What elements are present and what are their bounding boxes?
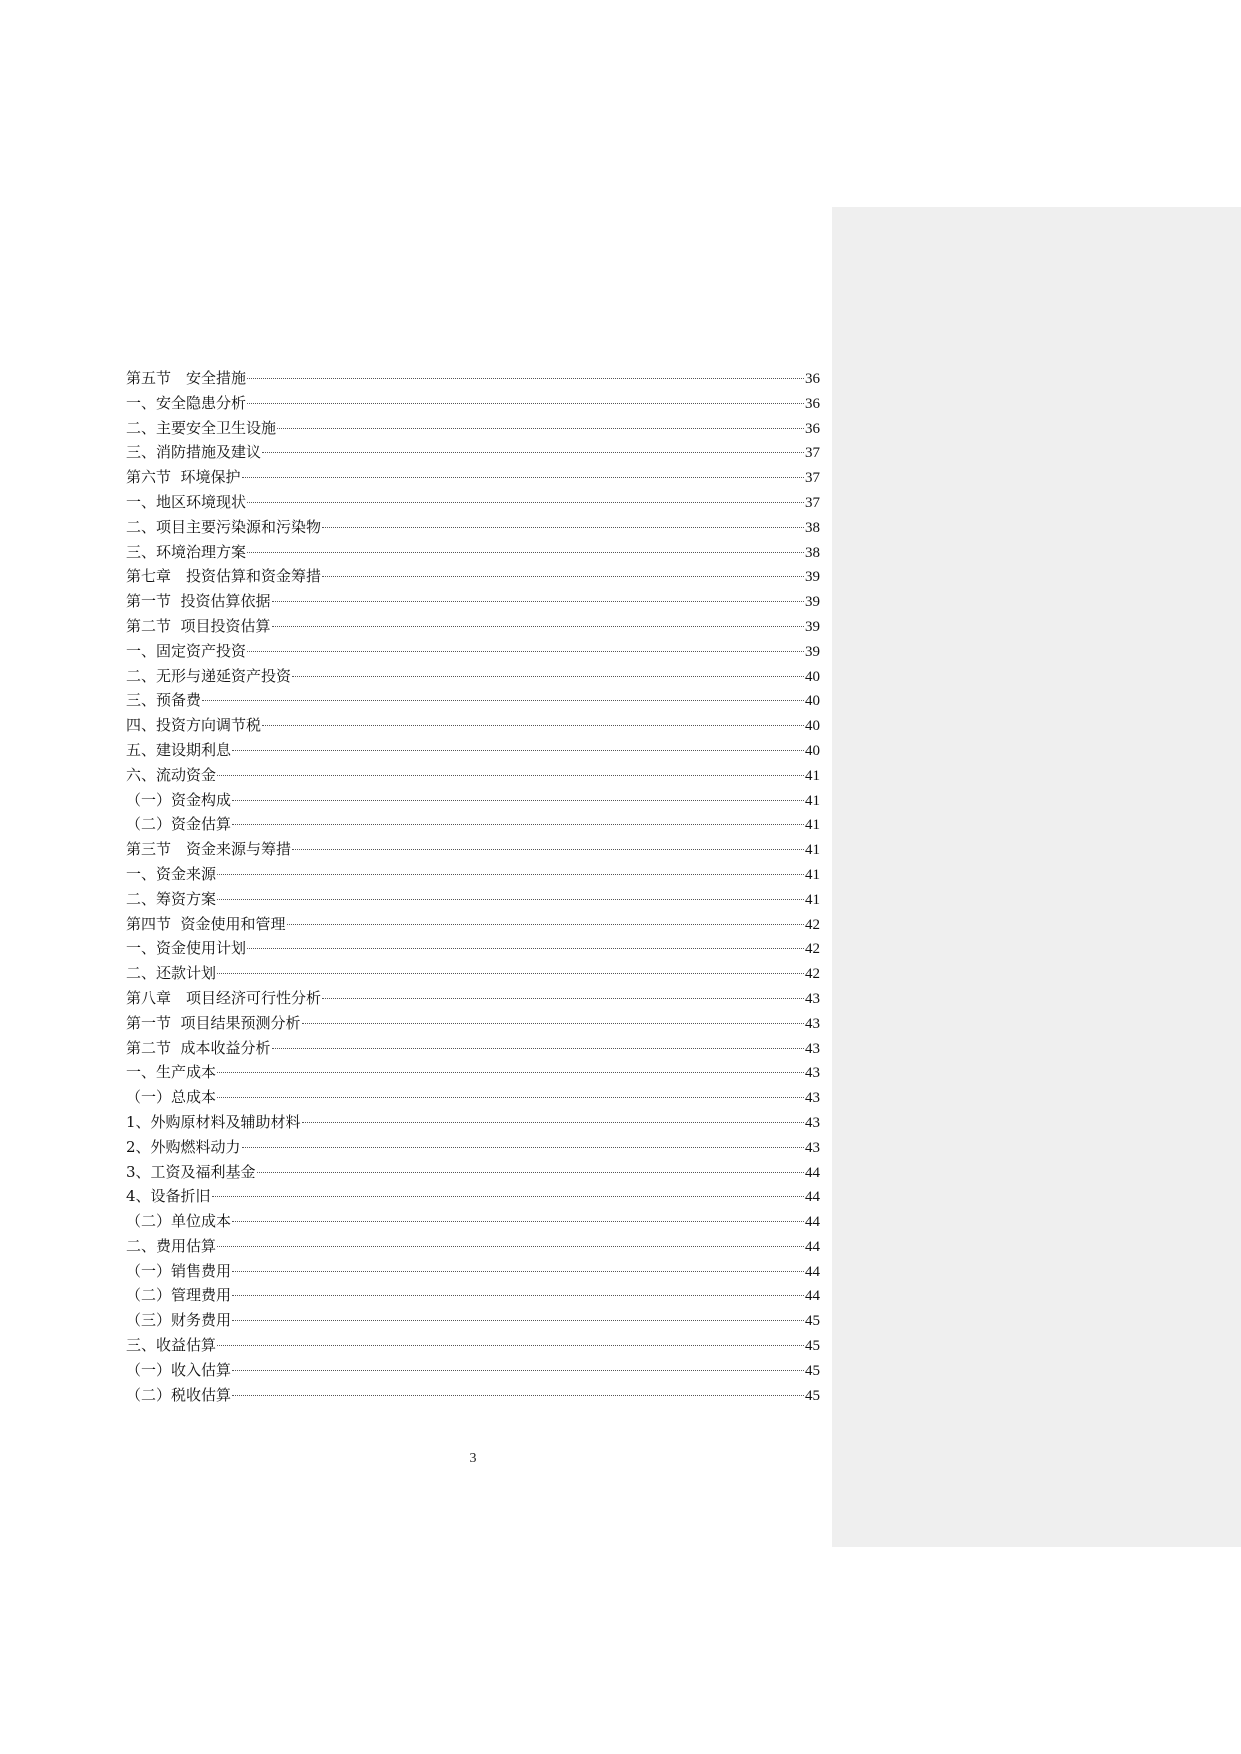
- toc-entry[interactable]: [126, 664, 820, 689]
- dot-leader: [277, 428, 804, 429]
- dot-leader: [217, 1072, 804, 1073]
- toc-entry-label: 一、资金来源: [126, 864, 217, 883]
- toc-entry-page-number: 44: [805, 1263, 820, 1280]
- toc-entry[interactable]: [126, 1060, 820, 1085]
- toc-entry-label: 五、建设期利息: [126, 740, 232, 759]
- toc-entry[interactable]: [126, 1283, 820, 1308]
- dot-leader: [212, 1196, 804, 1197]
- toc-entry[interactable]: [126, 1209, 820, 1234]
- toc-entry-page-number: 40: [805, 742, 820, 759]
- toc-entry-label: 三、环境治理方案: [126, 542, 247, 561]
- dot-leader: [232, 1320, 804, 1321]
- toc-entry-label: （一）总成本: [126, 1088, 217, 1107]
- toc-entry[interactable]: [126, 440, 820, 465]
- page-number: 3: [469, 1451, 477, 1466]
- toc-entry-page-number: 43: [805, 1040, 820, 1057]
- toc-entry[interactable]: [126, 1184, 820, 1209]
- dot-leader: [232, 1395, 804, 1396]
- dot-leader: [232, 1221, 804, 1222]
- toc-entry[interactable]: [126, 1333, 820, 1358]
- toc-entry-label: 第五节 安全措施: [126, 369, 247, 387]
- dot-leader: [322, 998, 804, 999]
- dot-leader: [247, 948, 804, 949]
- toc-entry-page-number: 44: [805, 1238, 820, 1255]
- toc-entry-label: （一）销售费用: [126, 1261, 232, 1280]
- toc-entry[interactable]: [126, 713, 820, 738]
- toc-entry-page-number: 37: [805, 494, 820, 511]
- toc-entry[interactable]: [126, 366, 820, 391]
- comment-margin-pane: [832, 207, 1241, 1547]
- toc-entry-label: （二）资金估算: [126, 815, 232, 834]
- toc-entry[interactable]: [126, 862, 820, 887]
- dot-leader: [262, 452, 804, 453]
- toc-entry[interactable]: [126, 564, 820, 589]
- toc-entry-label: 一、安全隐患分析: [126, 393, 247, 412]
- dot-leader: [217, 1246, 804, 1247]
- toc-entry[interactable]: [126, 887, 820, 912]
- toc-entry-page-number: 44: [805, 1164, 820, 1181]
- dot-leader: [247, 651, 804, 652]
- toc-entry-label: 第三节 资金来源与筹措: [126, 840, 292, 859]
- toc-entry-page-number: 41: [805, 866, 820, 883]
- toc-entry-label: 三、预备费: [126, 691, 202, 710]
- toc-entry[interactable]: [126, 1383, 820, 1408]
- toc-entry-page-number: 41: [805, 891, 820, 908]
- toc-entry-page-number: 44: [805, 1189, 820, 1206]
- dot-leader: [292, 849, 804, 850]
- dot-leader: [217, 775, 804, 776]
- toc-entry-page-number: 41: [805, 792, 820, 809]
- dot-leader: [217, 1345, 804, 1346]
- toc-entry[interactable]: [126, 1358, 820, 1383]
- toc-entry-page-number: 43: [805, 1139, 820, 1156]
- dot-leader: [242, 1147, 804, 1148]
- toc-entry-label: 第四节 资金使用和管理: [126, 914, 286, 933]
- toc-entry-label: 第二节 项目投资估算: [126, 616, 271, 635]
- dot-leader: [247, 378, 804, 379]
- toc-entry-page-number: 43: [805, 1065, 820, 1082]
- toc-entry[interactable]: [126, 961, 820, 986]
- toc-entry-label: 一、资金使用计划: [126, 939, 247, 958]
- dot-leader: [232, 750, 804, 751]
- toc-entry[interactable]: [126, 812, 820, 837]
- toc-entry[interactable]: [126, 589, 820, 614]
- toc-entry-page-number: 42: [805, 966, 820, 983]
- toc-entry[interactable]: [126, 763, 820, 788]
- dot-leader: [292, 676, 804, 677]
- toc-entry[interactable]: [126, 688, 820, 713]
- toc-entry-label: 第一节 投资估算依据: [126, 592, 271, 611]
- toc-entry[interactable]: [126, 1234, 820, 1259]
- toc-entry-label: 三、消防措施及建议: [126, 443, 262, 462]
- toc-entry-label: 第七章 投资估算和资金筹措: [126, 567, 322, 586]
- toc-entry[interactable]: [126, 639, 820, 664]
- dot-leader: [257, 1172, 804, 1173]
- toc-entry-label: 一、地区环境现状: [126, 492, 247, 511]
- toc-entry[interactable]: [126, 465, 820, 490]
- toc-entry-page-number: 40: [805, 693, 820, 710]
- toc-entry-label: 3、工资及福利基金: [126, 1162, 256, 1181]
- toc-entry-page-number: 41: [805, 817, 820, 834]
- toc-entry-page-number: 43: [805, 1015, 820, 1032]
- toc-entry-label: 一、固定资产投资: [126, 641, 247, 660]
- toc-entry-label: 4、设备折旧: [126, 1187, 211, 1206]
- toc-entry-label: 2、外购燃料动力: [126, 1137, 241, 1156]
- toc-entry[interactable]: [126, 515, 820, 540]
- toc-entry-page-number: 45: [805, 1362, 820, 1379]
- toc-entry-page-number: 36: [805, 420, 820, 437]
- toc-entry[interactable]: [126, 540, 820, 565]
- toc-entry-page-number: 44: [805, 1288, 820, 1305]
- dot-leader: [242, 477, 804, 478]
- toc-entry-label: 四、投资方向调节税: [126, 716, 262, 735]
- toc-entry[interactable]: [126, 986, 820, 1011]
- toc-entry[interactable]: [126, 1259, 820, 1284]
- dot-leader: [247, 552, 804, 553]
- toc-entry[interactable]: [126, 416, 820, 441]
- toc-entry[interactable]: [126, 738, 820, 763]
- toc-entry-page-number: 44: [805, 1214, 820, 1231]
- dot-leader: [232, 800, 804, 801]
- toc-entry-label: （二）税收估算: [126, 1385, 232, 1404]
- toc-entry-page-number: 39: [805, 594, 820, 611]
- toc-entry[interactable]: [126, 1160, 820, 1185]
- toc-entry-label: 第二节 成本收益分析: [126, 1038, 271, 1057]
- table-of-contents: [126, 366, 820, 1407]
- dot-leader: [217, 874, 804, 875]
- toc-entry[interactable]: [126, 490, 820, 515]
- toc-entry-label: 六、流动资金: [126, 765, 217, 784]
- toc-entry-page-number: 37: [805, 470, 820, 487]
- toc-entry[interactable]: [126, 1036, 820, 1061]
- toc-entry-page-number: 41: [805, 842, 820, 859]
- toc-entry-page-number: 37: [805, 445, 820, 462]
- dot-leader: [232, 824, 804, 825]
- toc-entry-label: 二、费用估算: [126, 1236, 217, 1255]
- toc-entry-page-number: 39: [805, 618, 820, 635]
- toc-entry[interactable]: [126, 788, 820, 813]
- toc-entry[interactable]: [126, 1308, 820, 1333]
- toc-entry-page-number: 38: [805, 519, 820, 536]
- dot-leader: [232, 1271, 804, 1272]
- toc-entry-label: 一、生产成本: [126, 1063, 217, 1082]
- toc-entry-label: （一）收入估算: [126, 1360, 232, 1379]
- dot-leader: [232, 1295, 804, 1296]
- toc-entry-page-number: 45: [805, 1313, 820, 1330]
- toc-entry-page-number: 39: [805, 643, 820, 660]
- dot-leader: [232, 1370, 804, 1371]
- dot-leader: [302, 1122, 804, 1123]
- toc-entry-label: 1、外购原材料及辅助材料: [126, 1112, 301, 1131]
- dot-leader: [322, 527, 804, 528]
- toc-entry-page-number: 43: [805, 990, 820, 1007]
- dot-leader: [272, 626, 804, 627]
- toc-entry-label: 二、无形与递延资产投资: [126, 666, 292, 685]
- dot-leader: [322, 576, 804, 577]
- dot-leader: [217, 1097, 804, 1098]
- toc-entry-label: （三）财务费用: [126, 1311, 232, 1330]
- toc-entry[interactable]: [126, 837, 820, 862]
- toc-entry-page-number: 42: [805, 941, 820, 958]
- toc-entry-label: 二、筹资方案: [126, 889, 217, 908]
- dot-leader: [262, 725, 804, 726]
- dot-leader: [247, 403, 804, 404]
- dot-leader: [302, 1023, 804, 1024]
- toc-entry-page-number: 40: [805, 668, 820, 685]
- toc-entry-page-number: 36: [805, 395, 820, 412]
- toc-entry-label: 二、还款计划: [126, 964, 217, 983]
- dot-leader: [217, 899, 804, 900]
- toc-entry-page-number: 43: [805, 1114, 820, 1131]
- toc-entry-page-number: 45: [805, 1387, 820, 1404]
- toc-entry-page-number: 36: [805, 371, 820, 387]
- toc-entry-label: 三、收益估算: [126, 1336, 217, 1355]
- toc-entry-page-number: 40: [805, 718, 820, 735]
- toc-entry-page-number: 42: [805, 916, 820, 933]
- dot-leader: [287, 924, 804, 925]
- toc-entry-label: 二、主要安全卫生设施: [126, 418, 277, 437]
- dot-leader: [217, 973, 804, 974]
- toc-entry-page-number: 39: [805, 569, 820, 586]
- toc-entry[interactable]: [126, 1085, 820, 1110]
- toc-entry[interactable]: [126, 912, 820, 937]
- toc-entry-label: （二）单位成本: [126, 1212, 232, 1231]
- toc-entry-label: 第六节 环境保护: [126, 468, 241, 487]
- toc-entry[interactable]: [126, 936, 820, 961]
- toc-entry[interactable]: [126, 391, 820, 416]
- dot-leader: [272, 1048, 804, 1049]
- toc-entry-page-number: 45: [805, 1338, 820, 1355]
- dot-leader: [247, 502, 804, 503]
- toc-entry-label: 第八章 项目经济可行性分析: [126, 988, 322, 1007]
- toc-entry-label: （一）资金构成: [126, 790, 232, 809]
- toc-entry-label: 二、项目主要污染源和污染物: [126, 517, 322, 536]
- toc-entry-page-number: 38: [805, 544, 820, 561]
- toc-entry-page-number: 41: [805, 767, 820, 784]
- toc-entry[interactable]: [126, 1110, 820, 1135]
- dot-leader: [272, 601, 804, 602]
- toc-entry[interactable]: [126, 1135, 820, 1160]
- toc-entry[interactable]: [126, 1011, 820, 1036]
- toc-entry-label: 第一节 项目结果预测分析: [126, 1013, 301, 1032]
- dot-leader: [202, 700, 804, 701]
- toc-entry-label: （二）管理费用: [126, 1286, 232, 1305]
- toc-entry[interactable]: [126, 614, 820, 639]
- toc-entry-page-number: 43: [805, 1090, 820, 1107]
